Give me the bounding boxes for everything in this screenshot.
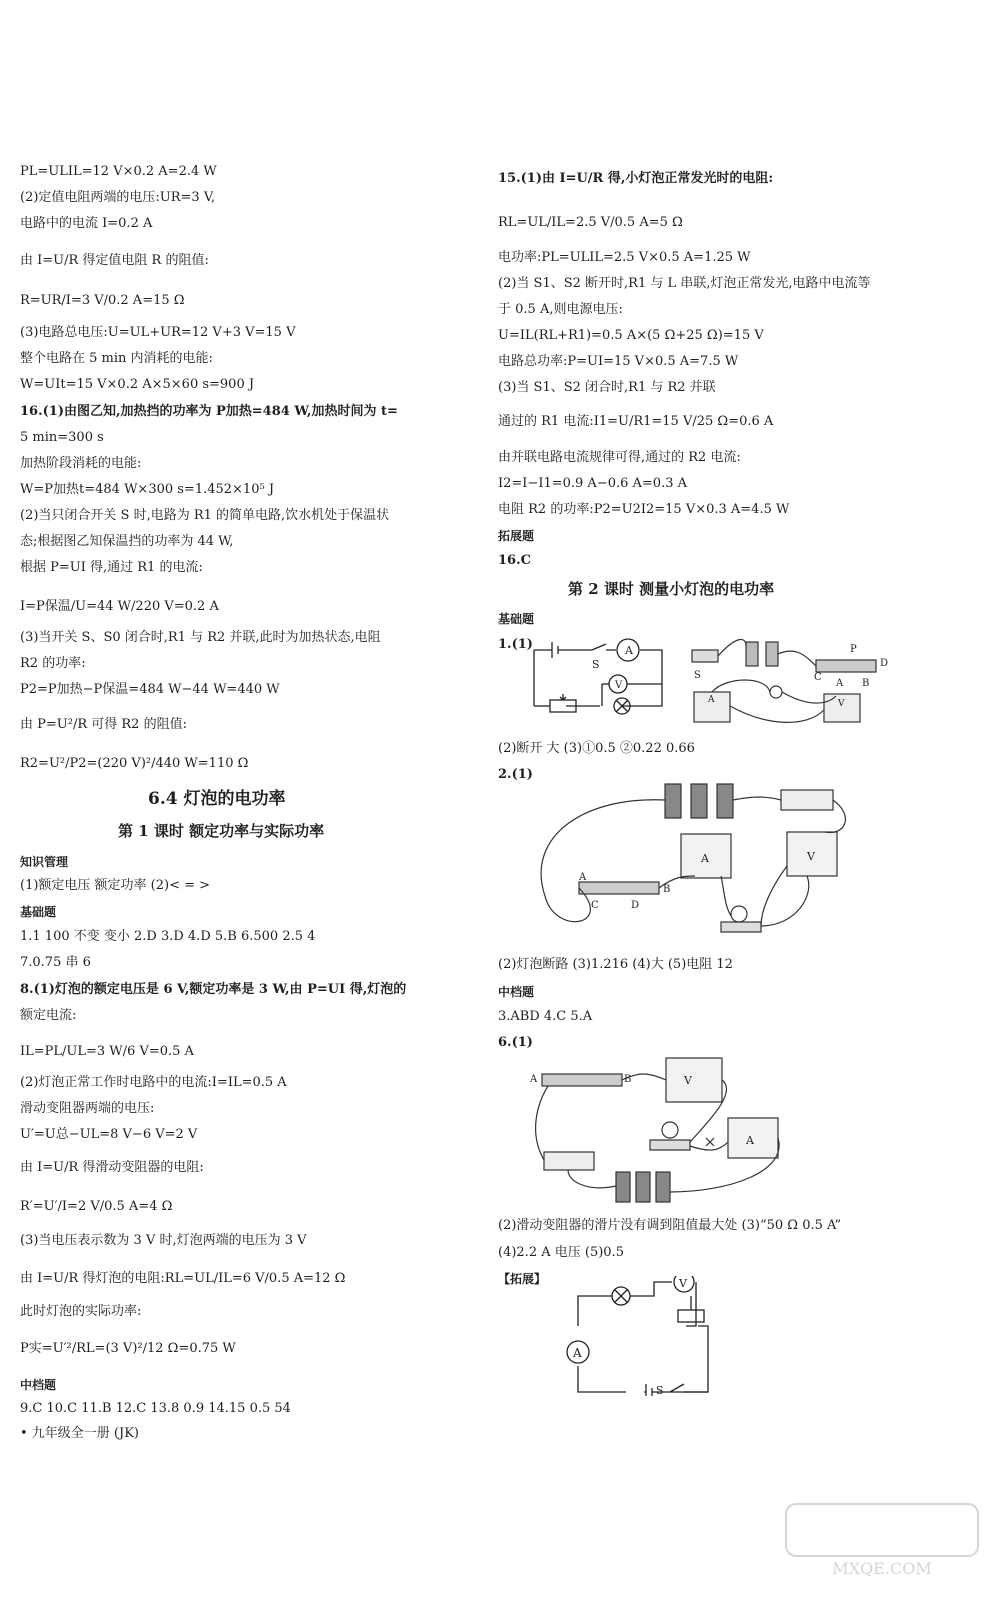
left2-line: 9.C 10.C 11.B 12.C 13.8 0.9 14.15 0.5 54 bbox=[20, 1401, 291, 1416]
right-line: 15.(1)由 I=U/R 得,小灯泡正常发光时的电阻: bbox=[498, 171, 774, 186]
extend-switch-label: S bbox=[656, 1384, 664, 1396]
drawing1-d-label: D bbox=[880, 658, 889, 669]
right2-line: (2)灯泡断路 (3)1.216 (4)大 (5)电阻 12 bbox=[498, 957, 733, 972]
right-line: U=IL(RL+R1)=0.5 A×(5 Ω+25 Ω)=15 V bbox=[498, 328, 764, 343]
right-line: (3)当 S1、S2 闭合时,R1 与 R2 并联 bbox=[498, 380, 716, 395]
left-line: P2=P加热−P保温=484 W−44 W=440 W bbox=[20, 682, 280, 697]
left2-line: 由 I=U/R 得滑动变阻器的电阻: bbox=[20, 1160, 204, 1175]
left2-line: 滑动变阻器两端的电压: bbox=[20, 1101, 155, 1116]
left-line: 态;根据图乙知保温挡的功率为 44 W, bbox=[20, 534, 234, 549]
right-line: 电功率:PL=ULIL=2.5 V×0.5 A=1.25 W bbox=[498, 250, 751, 265]
left2-line: • 九年级全一册 (JK) bbox=[20, 1426, 139, 1441]
right2-line: (2)滑动变阻器的滑片没有调到阻值最大处 (3)“50 Ω 0.5 A” bbox=[498, 1218, 842, 1233]
left-line: R=UR/I=3 V/0.2 A=15 Ω bbox=[20, 293, 185, 308]
drawing2-voltmeter-label: V bbox=[807, 850, 815, 863]
drawing2-b-label: B bbox=[663, 884, 671, 895]
left2-line: 1.1 100 不变 变小 2.D 3.D 4.D 5.B 6.500 2.5 4 bbox=[20, 929, 316, 944]
circuit-schematic-1 bbox=[530, 636, 670, 718]
drawing3-a-label: A bbox=[530, 1074, 538, 1085]
left-line: (2)当只闭合开关 S 时,电路为 R1 的简单电路,饮水机处于保温状 bbox=[20, 508, 390, 523]
left-line: (3)当开关 S、S0 闭合时,R1 与 R2 并联,此时为加热状态,电阻 bbox=[20, 630, 381, 645]
drawing1-ammeter-label: A bbox=[708, 695, 715, 705]
drawing2-a-label: A bbox=[579, 872, 587, 883]
right2-line: 基础题 bbox=[498, 612, 535, 626]
drawing2-c-label: C bbox=[591, 900, 599, 911]
right2-line: (4)2.2 A 电压 (5)0.5 bbox=[498, 1245, 624, 1260]
left-line: R2=U²/P2=(220 V)²/440 W=110 Ω bbox=[20, 756, 249, 771]
left2-line: 中档题 bbox=[20, 1378, 57, 1392]
left-line: 5 min=300 s bbox=[20, 430, 104, 445]
drawing1-b-label: B bbox=[862, 678, 870, 689]
voltmeter-label: V bbox=[615, 680, 623, 691]
left2-line: U′=U总−UL=8 V−6 V=2 V bbox=[20, 1127, 198, 1142]
drawing1-c-label: C bbox=[814, 672, 822, 683]
right-line: 电路总功率:P=UI=15 V×0.5 A=7.5 W bbox=[498, 354, 739, 369]
right2-line: 1.(1) bbox=[498, 637, 533, 652]
right-line: RL=UL/IL=2.5 V/0.5 A=5 Ω bbox=[498, 215, 683, 230]
lesson2-title: 第 2 课时 测量小灯泡的电功率 bbox=[568, 580, 775, 598]
left2-line: P实=U′²/RL=(3 V)²/12 Ω=0.75 W bbox=[20, 1341, 236, 1356]
right-line: 拓展题 bbox=[498, 529, 535, 543]
left2-line: IL=PL/UL=3 W/6 V=0.5 A bbox=[20, 1044, 194, 1059]
circuit-drawing-3 bbox=[528, 1052, 788, 1212]
drawing1-a-label: A bbox=[836, 678, 844, 689]
right-line: I2=I−I1=0.9 A−0.6 A=0.3 A bbox=[498, 476, 687, 491]
lesson1-title: 第 1 课时 额定功率与实际功率 bbox=[118, 822, 325, 840]
right-line: (2)当 S1、S2 断开时,R1 与 L 串联,灯泡正常发光,电路中电流等 bbox=[498, 276, 871, 291]
left-line: (2)定值电阻两端的电压:UR=3 V, bbox=[20, 190, 216, 205]
right-line: 由并联电路电流规律可得,通过的 R2 电流: bbox=[498, 450, 741, 465]
watermark-logo bbox=[782, 1500, 982, 1580]
drawing3-voltmeter-label: V bbox=[684, 1074, 692, 1087]
right-line: 于 0.5 A,则电源电压: bbox=[498, 302, 623, 317]
left2-line: 额定电流: bbox=[20, 1008, 77, 1023]
circuit-schematic-extend bbox=[566, 1276, 716, 1396]
left2-line: (3)当电压表示数为 3 V 时,灯泡两端的电压为 3 V bbox=[20, 1233, 307, 1248]
left2-line: 此时灯泡的实际功率: bbox=[20, 1304, 142, 1319]
left-line: 16.(1)由图乙知,加热挡的功率为 P加热=484 W,加热时间为 t= bbox=[20, 404, 398, 419]
right2-line: 6.(1) bbox=[498, 1035, 533, 1050]
drawing1-switch-label: S bbox=[694, 670, 701, 681]
left-line: 由 I=U/R 得定值电阻 R 的阻值: bbox=[20, 253, 209, 268]
left2-line: R′=U′/I=2 V/0.5 A=4 Ω bbox=[20, 1199, 173, 1214]
left-line: W=UIt=15 V×0.2 A×5×60 s=900 J bbox=[20, 377, 255, 392]
switch-label: S bbox=[592, 658, 600, 671]
extend-voltmeter-label: V bbox=[679, 1277, 687, 1290]
drawing2-ammeter-label: A bbox=[701, 852, 709, 865]
drawing1-slider-label: P bbox=[850, 644, 857, 655]
left-line: 电路中的电流 I=0.2 A bbox=[20, 216, 153, 231]
left-line: R2 的功率: bbox=[20, 656, 86, 671]
left-line: 根据 P=UI 得,通过 R1 的电流: bbox=[20, 560, 203, 575]
right2-line: 2.(1) bbox=[498, 767, 533, 782]
left2-line: 由 I=U/R 得灯泡的电阻:RL=UL/IL=6 V/0.5 A=12 Ω bbox=[20, 1271, 346, 1286]
left-line: 整个电路在 5 min 内消耗的电能: bbox=[20, 351, 213, 366]
left-line: 由 P=U²/R 可得 R2 的阻值: bbox=[20, 717, 187, 732]
left-line: (3)电路总电压:U=UL+UR=12 V+3 V=15 V bbox=[20, 325, 296, 340]
section-title: 6.4 灯泡的电功率 bbox=[148, 789, 286, 809]
extend-ammeter-label: A bbox=[573, 1346, 582, 1360]
left-line: PL=ULIL=12 V×0.2 A=2.4 W bbox=[20, 164, 217, 179]
left2-line: 基础题 bbox=[20, 905, 57, 919]
right2-line: 3.ABD 4.C 5.A bbox=[498, 1009, 593, 1024]
circuit-drawing-2 bbox=[525, 776, 855, 946]
left2-line: 知识管理 bbox=[20, 855, 69, 869]
left2-line: (1)额定电压 额定功率 (2)< = > bbox=[20, 878, 211, 893]
drawing3-ammeter-label: A bbox=[746, 1134, 754, 1147]
right2-line: (2)断开 大 (3)①0.5 ②0.22 0.66 bbox=[498, 741, 695, 756]
right-line: 电阻 R2 的功率:P2=U2I2=15 V×0.3 A=4.5 W bbox=[498, 502, 790, 517]
right-line: 通过的 R1 电流:I1=U/R1=15 V/25 Ω=0.6 A bbox=[498, 414, 774, 429]
circuit-drawing-1 bbox=[686, 636, 896, 731]
left-line: I=P保温/U=44 W/220 V=0.2 A bbox=[20, 599, 219, 614]
left-line: W=P加热t=484 W×300 s=1.452×10⁵ J bbox=[20, 482, 275, 497]
drawing2-d-label: D bbox=[631, 900, 640, 911]
right2-line: 【拓展】 bbox=[498, 1272, 547, 1286]
ammeter-label: A bbox=[625, 644, 633, 657]
left2-line: 7.0.75 串 6 bbox=[20, 955, 91, 970]
drawing1-voltmeter-label: V bbox=[838, 699, 845, 709]
left2-line: 8.(1)灯泡的额定电压是 6 V,额定功率是 3 W,由 P=UI 得,灯泡的 bbox=[20, 982, 407, 997]
right-line: 16.C bbox=[498, 553, 531, 568]
drawing3-b-label: B bbox=[624, 1074, 632, 1085]
watermark-text: MXQE.COM bbox=[832, 1559, 932, 1578]
right2-line: 中档题 bbox=[498, 985, 535, 999]
left2-line: (2)灯泡正常工作时电路中的电流:I=IL=0.5 A bbox=[20, 1075, 287, 1090]
left-line: 加热阶段消耗的电能: bbox=[20, 456, 142, 471]
